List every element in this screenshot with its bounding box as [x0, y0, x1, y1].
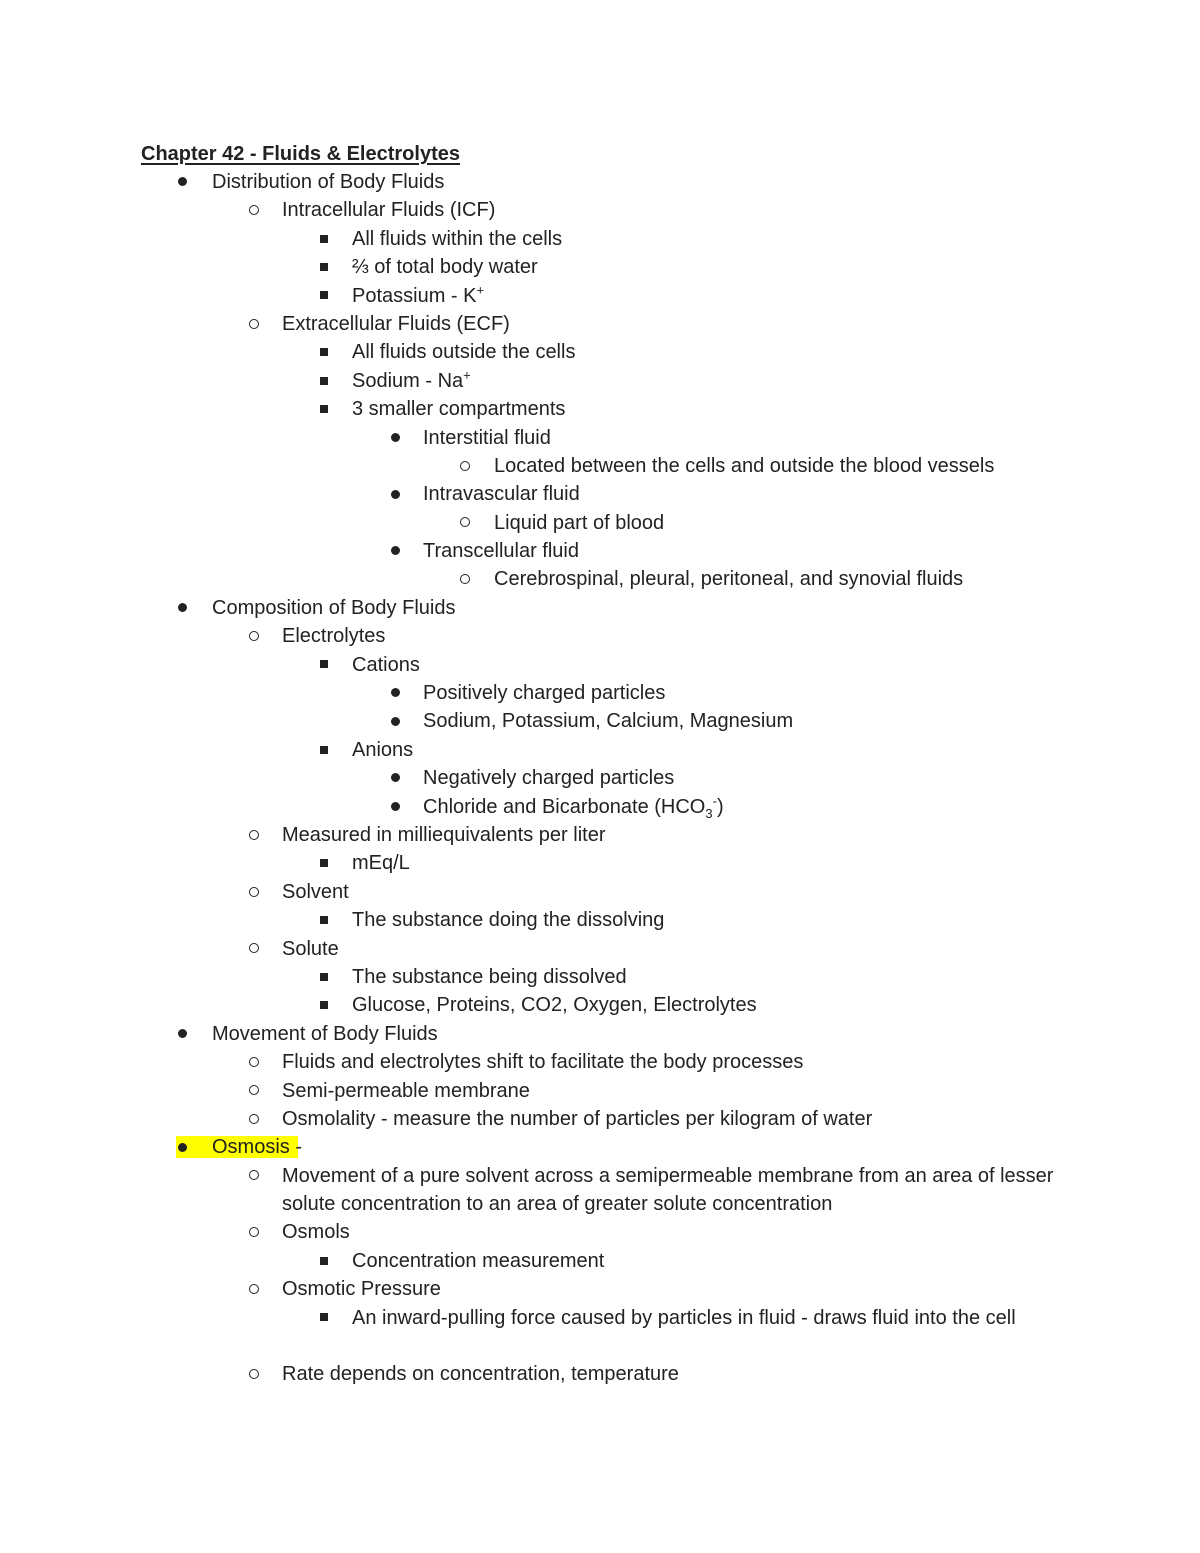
filled-bullet-icon: [385, 764, 405, 792]
square-bullet-icon: [314, 906, 334, 934]
outline-item-level-2: [0, 1360, 1200, 1388]
square-bullet-icon: [314, 849, 334, 877]
outline-list: [0, 168, 1200, 1389]
outline-item-text: [282, 622, 1062, 650]
outline-item-level-4: [0, 480, 1200, 508]
item-main-text: The substance doing the dissolving: [352, 909, 665, 932]
outline-item-level-1: [0, 168, 1200, 196]
square-bullet-icon: [314, 338, 334, 366]
square-bullet-icon: [314, 367, 334, 395]
bullet-shape: [249, 887, 259, 897]
bullet-shape: [249, 205, 259, 215]
outline-item-text: [423, 537, 579, 565]
outline-item-text: [352, 849, 1042, 877]
filled-bullet-icon: [385, 537, 405, 565]
bullet-shape: [249, 1057, 259, 1067]
square-bullet-icon: [314, 1304, 334, 1332]
outline-item-level-4: [0, 707, 1200, 735]
outline-item-text: [212, 594, 455, 622]
bullet-shape: [391, 688, 400, 697]
bullet-shape: [249, 1227, 259, 1237]
outline-item-level-2: [0, 821, 1200, 849]
outline-item-level-3: [0, 906, 1200, 934]
item-main-text: Intracellular Fluids (ICF): [282, 199, 496, 222]
bullet-shape: [320, 291, 328, 299]
outline-item-text: [352, 651, 1042, 679]
chapter-title: Chapter 42 - Fluids & Electrolytes: [141, 143, 460, 165]
item-main-text: Interstitial fluid: [423, 426, 551, 449]
outline-item-level-4: [0, 679, 1200, 707]
item-subscript: 3: [705, 805, 713, 821]
bullet-shape: [320, 348, 328, 356]
bullet-shape: [320, 916, 328, 924]
outline-item-level-2: [0, 196, 1200, 224]
bullet-shape: [320, 235, 328, 243]
outline-item-text: [423, 424, 551, 452]
bullet-shape: [320, 377, 328, 385]
outline-item-level-5: [0, 452, 1200, 480]
item-main-text: Solute: [282, 937, 339, 960]
outline-item-level-2: [0, 310, 1200, 338]
bullet-shape: [178, 177, 187, 186]
outline-item-text: [352, 906, 1042, 934]
item-main-text: Cations: [352, 653, 420, 676]
bullet-shape: [249, 631, 259, 641]
item-main-text: Solvent: [282, 880, 349, 903]
square-bullet-icon: [314, 991, 334, 1019]
outline-item-text: [494, 509, 664, 537]
outline-item-text: [352, 253, 1042, 281]
bullet-shape: [320, 263, 328, 271]
outline-item-text: [282, 1275, 1062, 1303]
outline-item-level-3: [0, 1247, 1200, 1275]
outline-item-level-3: [0, 395, 1200, 423]
outline-item-text: [352, 225, 1042, 253]
hollow-bullet-icon: [244, 196, 264, 224]
item-main-text: The substance being dissolved: [352, 965, 627, 988]
bullet-shape: [249, 1284, 259, 1294]
item-main-text: Positively charged particles: [423, 682, 666, 705]
outline-item-text: [282, 1105, 1062, 1133]
outline-item-text: [282, 1048, 1062, 1076]
outline-item-text: [282, 1360, 1062, 1388]
item-main-text: Movement of a pure solvent across a semipermeable membrane from an area of lesser solute concentration to an area of greater solute concentration: [282, 1164, 1054, 1216]
bullet-shape: [460, 574, 470, 584]
hollow-bullet-icon: [244, 1048, 264, 1076]
outline-item-level-4: [0, 424, 1200, 452]
bullet-shape: [249, 1170, 259, 1180]
outline-item-text: [352, 1304, 1042, 1332]
item-main-text: Cerebrospinal, pleural, peritoneal, and synovial fluids: [494, 568, 964, 591]
bullet-shape: [391, 773, 400, 782]
square-bullet-icon: [314, 282, 334, 310]
item-main-text: All fluids within the cells: [352, 227, 563, 250]
outline-item-level-3: [0, 991, 1200, 1019]
filled-bullet-icon: [385, 707, 405, 735]
filled-bullet-icon: [172, 1133, 192, 1161]
filled-bullet-icon: [385, 679, 405, 707]
bullet-shape: [391, 490, 400, 499]
outline-item-level-3: [0, 282, 1200, 310]
square-bullet-icon: [314, 395, 334, 423]
outline-item-text: [423, 764, 674, 792]
bullet-shape: [391, 433, 400, 442]
bullet-shape: [320, 660, 328, 668]
outline-item-text: [212, 1020, 438, 1048]
square-bullet-icon: [314, 963, 334, 991]
hollow-bullet-icon: [244, 1275, 264, 1303]
outline-item-text: [352, 282, 1042, 310]
outline-item-level-2: [0, 1077, 1200, 1105]
hollow-bullet-icon: [244, 1162, 264, 1190]
outline-item-text: [352, 367, 1042, 395]
outline-item-text: [352, 736, 1042, 764]
item-main-text: Liquid part of blood: [494, 511, 665, 534]
item-main-text: Anions: [352, 738, 414, 761]
square-bullet-icon: [314, 651, 334, 679]
bullet-shape: [320, 973, 328, 981]
outline-item-level-3: [0, 367, 1200, 395]
item-main-text: Osmosis: [212, 1136, 290, 1159]
item-main-text: Fluids and electrolytes shift to facilitate the body processes: [282, 1051, 804, 1074]
bullet-shape: [249, 830, 259, 840]
hollow-bullet-icon: [244, 310, 264, 338]
outline-item-level-1: [0, 1133, 1200, 1161]
outline-item-level-3: [0, 253, 1200, 281]
outline-item-text: [352, 963, 1042, 991]
item-main-text: Potassium - K: [352, 284, 477, 307]
outline-item-text: [423, 679, 665, 707]
bullet-shape: [320, 1001, 328, 1009]
outline-item-text: [352, 338, 1042, 366]
bullet-shape: [320, 1257, 328, 1265]
bullet-shape: [249, 1114, 259, 1124]
hollow-bullet-icon: [244, 1105, 264, 1133]
item-main-text: Rate depends on concentration, temperature: [282, 1363, 679, 1386]
hollow-bullet-icon: [455, 565, 475, 593]
outline-item-text: [494, 452, 994, 480]
filled-bullet-icon: [172, 168, 192, 196]
item-main-text: Electrolytes: [282, 625, 386, 648]
item-main-text: Osmotic Pressure: [282, 1278, 441, 1301]
outline-item-level-2: [0, 878, 1200, 906]
outline-item-text: [282, 1162, 1062, 1219]
item-main-text: Distribution of Body Fluids: [212, 171, 445, 193]
item-tail-text: ): [716, 795, 724, 818]
item-main-text: Negatively charged particles: [423, 767, 675, 790]
outline-item-level-2: [0, 1105, 1200, 1133]
item-main-text: Composition of Body Fluids: [212, 596, 456, 619]
outline-item-level-3: [0, 225, 1200, 253]
bullet-shape: [391, 802, 400, 811]
square-bullet-icon: [314, 736, 334, 764]
item-main-text: Sodium, Potassium, Calcium, Magnesium: [423, 710, 794, 733]
outline-item-text: [282, 878, 1062, 906]
item-main-text: Semi-permeable membrane: [282, 1079, 530, 1102]
filled-bullet-icon: [385, 793, 405, 821]
outline-item-level-5: [0, 565, 1200, 593]
item-main-text: Extracellular Fluids (ECF): [282, 312, 510, 335]
filled-bullet-icon: [385, 424, 405, 452]
outline-item-text: [494, 565, 963, 593]
item-main-text: Sodium - Na: [352, 369, 464, 392]
item-main-text: Chloride and Bicarbonate (HCO: [423, 795, 706, 818]
bullet-shape: [249, 1369, 259, 1379]
item-main-text: Glucose, Proteins, CO2, Oxygen, Electrolytes: [352, 994, 757, 1017]
outline-item-text: [212, 1133, 302, 1161]
filled-bullet-icon: [172, 1020, 192, 1048]
item-superscript: -: [712, 792, 717, 808]
outline-item-level-4: [0, 793, 1200, 821]
outline-item-text: [212, 168, 444, 196]
item-main-text: ⅔ of total body water: [352, 256, 538, 279]
outline-item-text: [352, 395, 1042, 423]
outline-item-level-3: [0, 849, 1200, 877]
hollow-bullet-icon: [244, 1360, 264, 1388]
item-main-text: Osmolality - measure the number of particles per kilogram of water: [282, 1107, 873, 1130]
hollow-bullet-icon: [244, 1077, 264, 1105]
outline-item-level-4: [0, 537, 1200, 565]
outline-item-level-3: [0, 1304, 1200, 1361]
item-main-text: Measured in milliequivalents per liter: [282, 823, 606, 846]
item-main-text: Osmols: [282, 1221, 350, 1244]
outline-item-text: [352, 991, 1042, 1019]
item-main-text: An inward-pulling force caused by particles in fluid - draws fluid into the cell: [352, 1306, 1016, 1329]
hollow-bullet-icon: [244, 821, 264, 849]
outline-item-text: [282, 935, 1062, 963]
outline-item-text: [282, 1218, 1062, 1246]
outline-item-level-4: [0, 764, 1200, 792]
bullet-shape: [460, 517, 470, 527]
filled-bullet-icon: [385, 480, 405, 508]
bullet-shape: [178, 1143, 187, 1152]
square-bullet-icon: [314, 253, 334, 281]
outline-item-text: [423, 707, 793, 735]
bullet-shape: [249, 943, 259, 953]
item-main-text: 3 smaller compartments: [352, 398, 566, 421]
bullet-shape: [391, 717, 400, 726]
outline-item-level-2: [0, 1048, 1200, 1076]
bullet-shape: [178, 1029, 187, 1038]
outline-item-text: [423, 480, 580, 508]
outline-item-level-3: [0, 736, 1200, 764]
bullet-shape: [320, 746, 328, 754]
outline-item-level-3: [0, 651, 1200, 679]
outline-item-level-2: [0, 1218, 1200, 1246]
bullet-shape: [460, 461, 470, 471]
item-superscript: +: [476, 281, 485, 297]
item-main-text: Transcellular fluid: [423, 540, 579, 563]
bullet-shape: [320, 405, 328, 413]
hollow-bullet-icon: [244, 878, 264, 906]
outline-item-level-2: [0, 1275, 1200, 1303]
item-main-text: Movement of Body Fluids: [212, 1022, 438, 1045]
hollow-bullet-icon: [244, 935, 264, 963]
outline-item-text: [282, 821, 1062, 849]
hollow-bullet-icon: [455, 452, 475, 480]
bullet-shape: [178, 603, 187, 612]
hollow-bullet-icon: [244, 1218, 264, 1246]
outline-item-level-2: [0, 1162, 1200, 1219]
outline-item-text: [282, 196, 1062, 224]
outline-item-level-3: [0, 338, 1200, 366]
outline-item-text: [282, 310, 1062, 338]
item-main-text: All fluids outside the cells: [352, 341, 576, 364]
outline-item-level-1: [0, 594, 1200, 622]
item-superscript: +: [463, 367, 471, 383]
item-tail-text: -: [289, 1136, 303, 1159]
item-main-text: mEq/L: [352, 852, 410, 875]
square-bullet-icon: [314, 225, 334, 253]
hollow-bullet-icon: [455, 509, 475, 537]
item-main-text: Located between the cells and outside the blood vessels: [494, 454, 995, 477]
bullet-shape: [320, 859, 328, 867]
bullet-shape: [320, 1313, 328, 1321]
outline-item-level-2: [0, 622, 1200, 650]
outline-item-text: [423, 793, 724, 821]
square-bullet-icon: [314, 1247, 334, 1275]
outline-item-text: [282, 1077, 1062, 1105]
outline-item-text: [352, 1247, 1042, 1275]
bullet-shape: [249, 1085, 259, 1095]
outline-item-level-1: [0, 1020, 1200, 1048]
outline-item-level-2: [0, 935, 1200, 963]
hollow-bullet-icon: [244, 622, 264, 650]
outline-item-level-5: [0, 509, 1200, 537]
filled-bullet-icon: [172, 594, 192, 622]
item-main-text: Concentration measurement: [352, 1249, 605, 1272]
bullet-shape: [391, 546, 400, 555]
item-main-text: Intravascular fluid: [423, 483, 580, 506]
outline-item-level-3: [0, 963, 1200, 991]
bullet-shape: [249, 319, 259, 329]
